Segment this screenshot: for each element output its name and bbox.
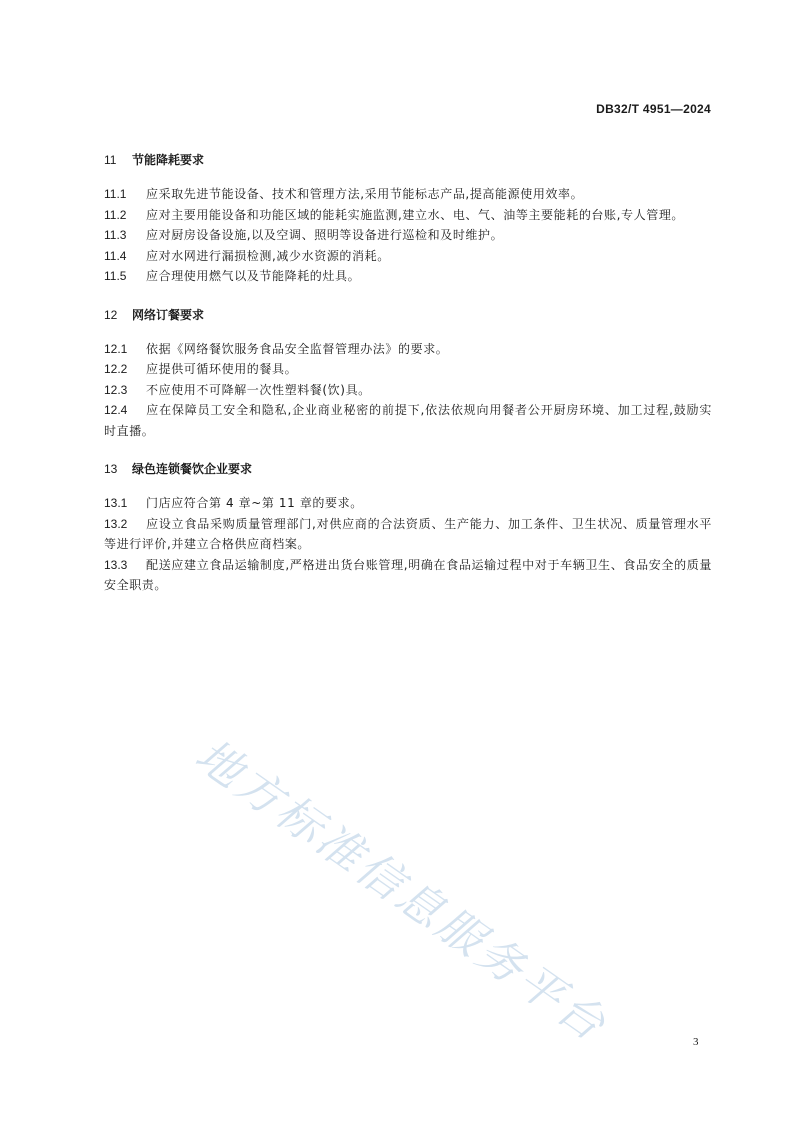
section-heading (104, 459, 712, 479)
clause-number: 12.3 (104, 382, 128, 397)
document-code: DB32/T 4951—2024 (596, 102, 711, 116)
section-title: 绿色连锁餐饮企业要求 (132, 462, 253, 476)
clause (104, 493, 712, 514)
clause-number: 11.3 (104, 228, 127, 242)
clause (104, 266, 712, 287)
clause-number: 11.2 (104, 207, 127, 222)
section-number: 12 (104, 307, 118, 322)
clause-text: 配送应建立食品运输制度,严格进出货台账管理,明确在食品运输过程中对于车辆卫生、食品安全的质量安全职责。 (104, 557, 712, 592)
clause (104, 514, 712, 555)
clause-number: 12.4 (104, 403, 128, 417)
clause-text: 应设立食品采购质量管理部门,对供应商的合法资质、生产能力、加工条件、卫生状况、质量管理水平等进行评价,并建立合格供应商档案。 (104, 516, 712, 551)
clause-number: 13.3 (104, 557, 128, 572)
clause-text: 依据《网络餐饮服务食品安全监督管理办法》的要求。 (146, 341, 449, 356)
clause (104, 555, 712, 596)
clause (104, 225, 712, 246)
clause (104, 339, 712, 360)
page-number: 3 (693, 1036, 699, 1048)
clause (104, 400, 712, 441)
clause-number: 11.1 (104, 187, 127, 201)
clause-number: 12.1 (104, 341, 128, 356)
document-body (104, 150, 712, 614)
clause-text: 应在保障员工安全和隐私,企业商业秘密的前提下,依法依规向用餐者公开厨房环境、加工过程,鼓励实时直播。 (104, 403, 712, 438)
clause (104, 184, 712, 205)
clause-number: 11.4 (104, 248, 127, 263)
clause-text: 应提供可循环使用的餐具。 (146, 362, 298, 376)
clause-number: 12.2 (104, 362, 128, 376)
clause-text: 门店应符合第 4 章~第 11 章的要求。 (146, 496, 363, 510)
clause-number: 13.1 (104, 496, 128, 510)
section-heading (104, 150, 712, 170)
clause-text: 应对主要用能设备和功能区域的能耗实施监测,建立水、电、气、油等主要能耗的台账,专人管理。 (146, 207, 685, 222)
clause-text: 应合理使用燃气以及节能降耗的灶具。 (146, 269, 361, 283)
clause-number: 13.2 (104, 516, 128, 531)
clause-number: 11.5 (104, 269, 127, 283)
watermark: 地方标准信息服务平台 (185, 728, 618, 1053)
clause-text: 不应使用不可降解一次性塑料餐(饮)具。 (146, 382, 371, 397)
clause (104, 205, 712, 226)
section-11 (104, 150, 712, 287)
section-number: 13 (104, 462, 118, 476)
clause-text: 应采取先进节能设备、技术和管理方法,采用节能标志产品,提高能源使用效率。 (146, 187, 584, 201)
section-number: 11 (104, 153, 117, 167)
clause-text: 应对水网进行漏损检测,减少水资源的消耗。 (146, 248, 390, 263)
clause (104, 359, 712, 380)
clause (104, 380, 712, 401)
section-title: 节能降耗要求 (132, 153, 205, 167)
section-heading (104, 305, 712, 325)
clause-text: 应对厨房设备设施,以及空调、照明等设备进行巡检和及时维护。 (146, 228, 504, 242)
section-13 (104, 459, 712, 596)
section-title: 网络订餐要求 (132, 307, 205, 322)
section-12 (104, 305, 712, 442)
clause (104, 246, 712, 267)
